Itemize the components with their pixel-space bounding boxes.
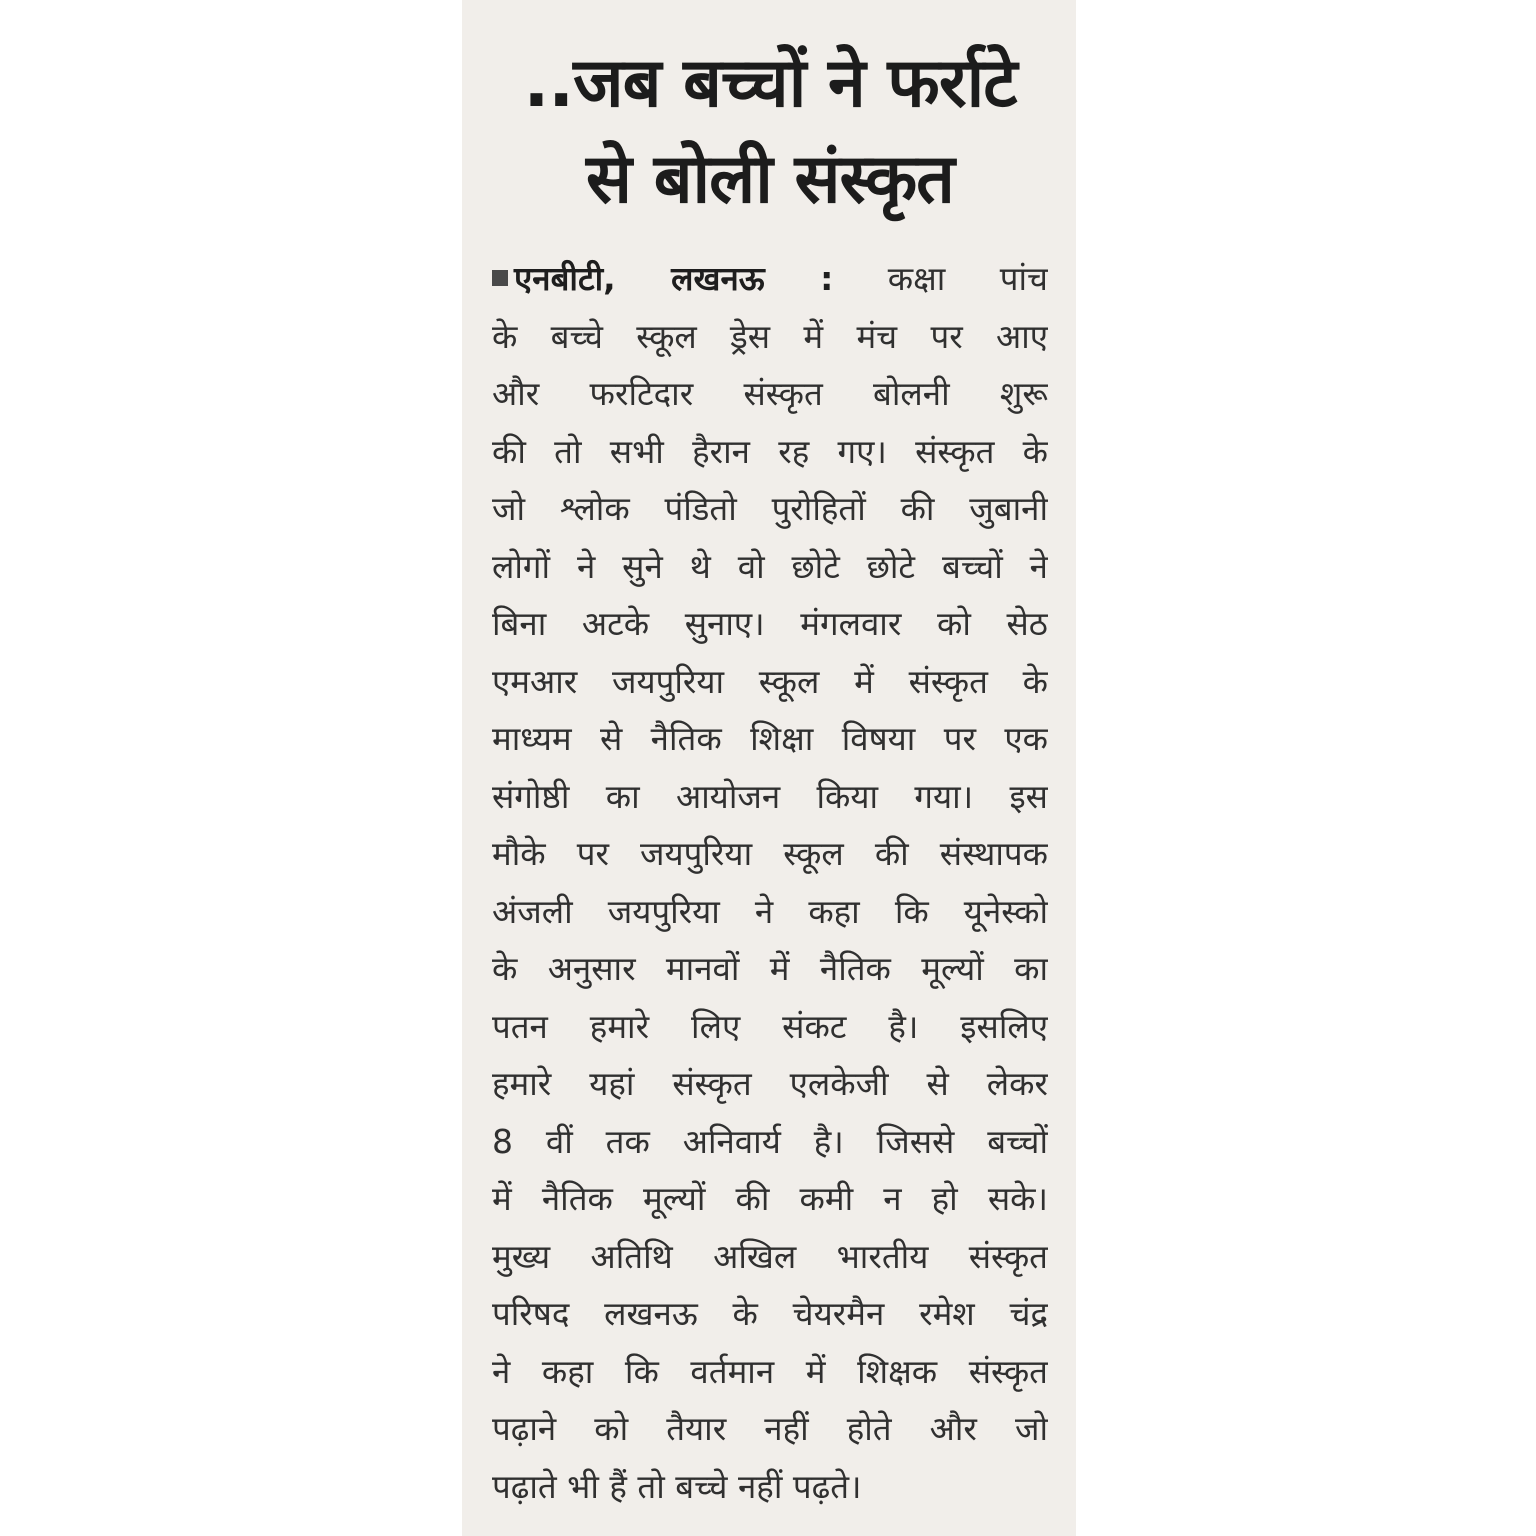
article-line: पढ़ाते भी हैं तो बच्चे नहीं पढ़ते। (492, 1466, 862, 1506)
article-line: लोगों ने सुने थे वो छोटे छोटे बच्चों ने (492, 546, 1048, 586)
article-line: और फरटिदार संस्कृत बोलनी शुरू (492, 374, 1048, 413)
article-line: पढ़ाने को तैयार नहीं होते और जो (492, 1409, 1048, 1448)
article-line: 8 वीं तक अनिवार्य है। जिससे बच्चों (492, 1121, 1048, 1161)
article-line: मौके पर जयपुरिया स्कूल की संस्थापक (492, 834, 1048, 873)
dateline: एनबीटी, लखनऊ : (514, 259, 834, 298)
article-body (492, 250, 1048, 1515)
article-line: हमारे यहां संस्कृत एलकेजी से लेकर (492, 1064, 1048, 1103)
newspaper-clipping (462, 0, 1076, 1536)
headline-line-2: से बोली संस्कृत (586, 140, 954, 219)
article-line: एमआर जयपुरिया स्कूल में संस्कृत के (492, 661, 1048, 701)
article-line: ने कहा कि वर्तमान में शिक्षक संस्कृत (492, 1351, 1048, 1391)
square-bullet-icon (492, 270, 508, 286)
article-line: संगोष्ठी का आयोजन किया गया। इस (492, 776, 1048, 816)
article-line: में नैतिक मूल्यों की कमी न हो सके। (492, 1179, 1048, 1218)
article-line: के अनुसार मानवों में नैतिक मूल्यों का (492, 949, 1048, 988)
article-line: की तो सभी हैरान रह गए। संस्कृत के (492, 431, 1048, 471)
article-first-line-text: कक्षा पांच (887, 259, 1048, 298)
article-line: के बच्चे स्कूल ड्रेस में मंच पर आए (492, 316, 1048, 356)
headline (492, 36, 1048, 228)
article-line: परिषद लखनऊ के चेयरमैन रमेश चंद्र (492, 1294, 1048, 1333)
article-first-line (492, 250, 1048, 308)
article-line: जो श्लोक पंडितो पुरोहितों की जुबानी (492, 489, 1048, 528)
article-line: बिना अटके सुनाए। मंगलवार को सेठ (492, 604, 1048, 643)
article-line: माध्यम से नैतिक शिक्षा विषया पर एक (492, 719, 1048, 758)
article-line: मुख्य अतिथि अखिल भारतीय संस्कृत (492, 1236, 1048, 1276)
headline-line-1: ..जब बच्चों ने फर्राटे (523, 44, 1017, 123)
article-line: अंजली जयपुरिया ने कहा कि यूनेस्को (492, 891, 1048, 931)
article-line: पतन हमारे लिए संकट है। इसलिए (492, 1006, 1048, 1046)
